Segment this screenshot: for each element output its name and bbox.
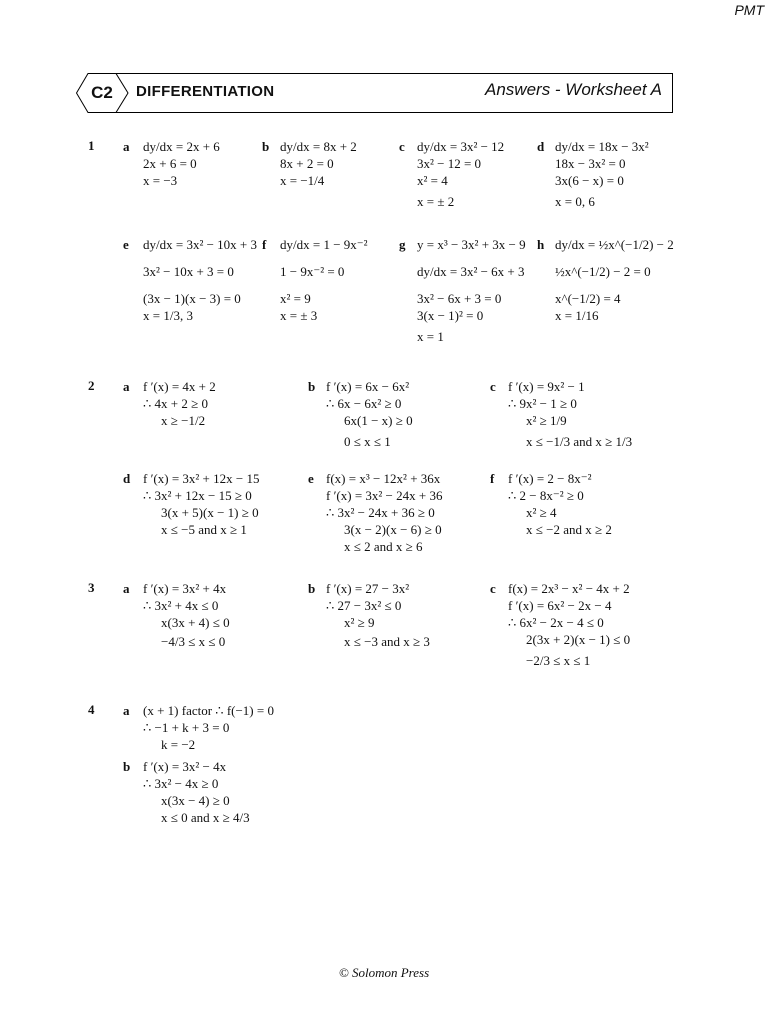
answer-line: ∴ 9x² − 1 ≥ 0 (508, 396, 577, 411)
answer-line: ∴ 4x + 2 ≥ 0 (143, 396, 208, 411)
answer-line: ½x^(−1/2) − 2 = 0 (555, 264, 651, 279)
answer-part (399, 236, 526, 345)
answer-line: f ′(x) = 9x² − 1 (508, 379, 585, 394)
answer-line: x = 1/3, 3 (143, 308, 193, 323)
answer-line: 3x² − 6x + 3 = 0 (417, 291, 502, 306)
answer-part (262, 236, 368, 324)
answer-line: x ≤ −2 and x ≥ 2 (526, 522, 612, 537)
question-number: 4 (88, 702, 95, 717)
page-subtitle: Answers - Worksheet A (485, 80, 662, 99)
answer-part (537, 236, 674, 324)
part-label: c (490, 581, 496, 596)
answer-line: dy/dx = 3x² − 6x + 3 (417, 264, 525, 279)
answer-line: ∴ 27 − 3x² ≤ 0 (326, 598, 402, 613)
answer-line: 18x − 3x² = 0 (555, 156, 626, 171)
answer-line: x ≥ −1/2 (161, 413, 206, 428)
answer-line: dy/dx = 3x² − 12 (417, 139, 505, 154)
answer-line: x² ≥ 4 (526, 505, 557, 520)
answer-line: f(x) = x³ − 12x² + 36x (326, 471, 441, 486)
part-label: c (490, 379, 496, 394)
answer-line: x ≤ −1/3 and x ≥ 1/3 (526, 434, 633, 449)
answer-line: x = 1/16 (555, 308, 599, 323)
part-label: e (123, 237, 129, 252)
part-label: f (490, 471, 495, 486)
answer-line: (x + 1) factor ∴ f(−1) = 0 (143, 703, 274, 718)
answer-line: x² = 9 (280, 291, 311, 306)
answer-line: dy/dx = 3x² − 10x + 3 (143, 237, 258, 252)
answer-line: dy/dx = 18x − 3x² (555, 139, 649, 154)
answer-line: ∴ 2 − 8x⁻² ≥ 0 (508, 488, 584, 503)
answer-line: 3(x − 2)(x − 6) ≥ 0 (344, 522, 442, 537)
part-label: b (123, 759, 131, 774)
answer-line: ∴ 3x² + 12x − 15 ≥ 0 (143, 488, 252, 503)
copyright-footer: © Solomon Press (338, 965, 430, 980)
answer-line: dy/dx = 8x + 2 (280, 139, 357, 154)
answer-line: f ′(x) = 3x² + 12x − 15 (143, 471, 260, 486)
answer-line: x^(−1/2) = 4 (555, 291, 621, 306)
answer-line: dy/dx = ½x^(−1/2) − 2 (555, 237, 674, 252)
corner-tag: PMT (734, 2, 764, 18)
answer-part (123, 758, 250, 826)
answer-part (123, 138, 220, 189)
answer-line: dy/dx = 2x + 6 (143, 139, 220, 154)
answer-line: ∴ 3x² + 4x ≤ 0 (143, 598, 219, 613)
answer-line: x ≤ −3 and x ≥ 3 (344, 634, 430, 649)
answer-line: ∴ 6x − 6x² ≥ 0 (326, 396, 402, 411)
question-number: 3 (88, 580, 95, 595)
answer-line: x ≤ −5 and x ≥ 1 (161, 522, 247, 537)
answer-part (308, 378, 413, 450)
answer-part (399, 138, 504, 210)
part-label: h (537, 237, 545, 252)
answer-line: dy/dx = 1 − 9x⁻² (280, 237, 368, 252)
part-label: g (399, 237, 406, 252)
answer-line: x² ≥ 1/9 (526, 413, 567, 428)
part-label: b (308, 581, 316, 596)
answer-line: 3(x − 1)² = 0 (417, 308, 484, 323)
answer-line: 2(3x + 2)(x − 1) ≤ 0 (526, 632, 631, 647)
module-code: C2 (91, 83, 113, 102)
answer-line: x = ± 3 (280, 308, 318, 323)
answer-line: ∴ 3x² − 4x ≥ 0 (143, 776, 219, 791)
answer-line: k = −2 (161, 737, 196, 752)
part-label: b (262, 139, 270, 154)
answer-part (262, 138, 357, 189)
part-label: d (123, 471, 131, 486)
answer-line: f ′(x) = 2 − 8x⁻² (508, 471, 592, 486)
answer-line: ∴ −1 + k + 3 = 0 (143, 720, 230, 735)
answer-line: x² = 4 (417, 173, 448, 188)
answer-line: 3x² − 10x + 3 = 0 (143, 264, 234, 279)
answer-line: f ′(x) = 4x + 2 (143, 379, 216, 394)
answer-line: x ≤ 0 and x ≥ 4/3 (161, 810, 250, 825)
answer-line: (3x − 1)(x − 3) = 0 (143, 291, 241, 306)
answer-line: x(3x + 4) ≤ 0 (161, 615, 230, 630)
answer-part (308, 470, 442, 555)
answer-line: x(3x − 4) ≥ 0 (161, 793, 230, 808)
part-label: d (537, 139, 545, 154)
answer-line: f ′(x) = 3x² − 4x (143, 759, 227, 774)
answer-line: x = 1 (417, 329, 444, 344)
part-label: e (308, 471, 314, 486)
answer-part (308, 580, 430, 650)
part-label: a (123, 379, 130, 394)
answer-line: x = ± 2 (417, 194, 455, 209)
part-label: f (262, 237, 267, 252)
answer-line: −2/3 ≤ x ≤ 1 (526, 653, 591, 668)
answer-line: 3(x + 5)(x − 1) ≥ 0 (161, 505, 259, 520)
answer-line: 1 − 9x⁻² = 0 (280, 264, 345, 279)
answer-line: 6x(1 − x) ≥ 0 (344, 413, 413, 428)
question-number: 2 (88, 378, 95, 393)
answer-line: f ′(x) = 6x − 6x² (326, 379, 410, 394)
answer-line: x ≤ 2 and x ≥ 6 (344, 539, 423, 554)
question-number: 1 (88, 138, 95, 153)
answer-part (123, 378, 216, 429)
answer-part (490, 378, 632, 450)
part-label: b (308, 379, 316, 394)
part-label: a (123, 703, 130, 718)
answer-line: 0 ≤ x ≤ 1 (344, 434, 391, 449)
answer-line: 3x² − 12 = 0 (417, 156, 482, 171)
answer-line: x = 0, 6 (555, 194, 595, 209)
worksheet-header (76, 73, 674, 113)
page-title: DIFFERENTIATION (136, 83, 275, 100)
part-label: a (123, 139, 130, 154)
answer-part (490, 580, 630, 669)
answer-part (123, 580, 230, 650)
answer-line: ∴ 3x² − 24x + 36 ≥ 0 (326, 505, 435, 520)
answer-line: y = x³ − 3x² + 3x − 9 (417, 237, 526, 252)
answer-line: 2x + 6 = 0 (143, 156, 197, 171)
answer-line: f ′(x) = 3x² + 4x (143, 581, 227, 596)
answer-line: f ′(x) = 6x² − 2x − 4 (508, 598, 612, 613)
answer-line: 3x(6 − x) = 0 (555, 173, 624, 188)
answer-line: ∴ 6x² − 2x − 4 ≤ 0 (508, 615, 604, 630)
part-label: c (399, 139, 405, 154)
answer-part (123, 236, 257, 324)
answer-part (490, 470, 612, 538)
answer-line: f(x) = 2x³ − x² − 4x + 2 (508, 581, 630, 596)
part-label: a (123, 581, 130, 596)
answer-line: x = −1/4 (280, 173, 325, 188)
answer-part (537, 138, 649, 210)
answer-line: x² ≥ 9 (344, 615, 375, 630)
answer-part (123, 470, 259, 538)
answer-part (123, 702, 274, 753)
answer-line: x = −3 (143, 173, 178, 188)
answer-line: −4/3 ≤ x ≤ 0 (161, 634, 226, 649)
answer-line: f ′(x) = 27 − 3x² (326, 581, 410, 596)
answer-line: f ′(x) = 3x² − 24x + 36 (326, 488, 443, 503)
answer-line: 8x + 2 = 0 (280, 156, 334, 171)
